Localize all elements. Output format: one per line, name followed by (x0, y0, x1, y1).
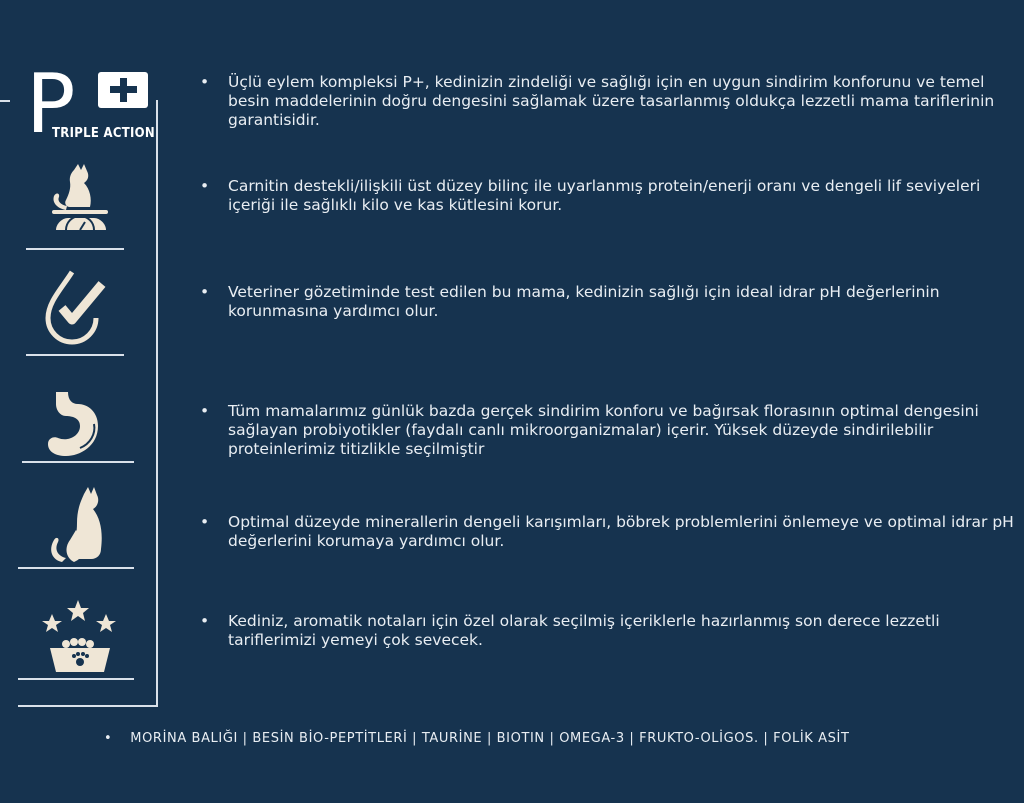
feature-item (200, 513, 1016, 551)
ingredients-text: MORİNA BALIĞI | BESİN BİO-PEPTİTLERİ | TAURİNE | BIOTIN | OMEGA-3 | FRUKTO-OLİGOS. | FOLİK ASİT (130, 731, 850, 746)
divider (18, 678, 134, 680)
bullet: • (200, 612, 210, 630)
feature-item (200, 73, 1016, 130)
divider (26, 354, 124, 356)
logo-letter: P (26, 57, 76, 152)
food-bowl-stars-icon (22, 594, 132, 690)
water-drop-check-icon (22, 262, 132, 358)
bullet: • (200, 513, 210, 531)
bullet: • (200, 73, 210, 91)
divider (18, 567, 134, 569)
divider (22, 461, 134, 463)
frame-line-left (0, 100, 10, 102)
feature-item (200, 612, 1016, 650)
bullet: • (200, 177, 210, 195)
feature-item (200, 177, 1016, 215)
feature-item (200, 402, 1016, 459)
feature-text: Kediniz, aromatik notaları için özel olarak seçilmiş içeriklerle hazırlanmış son derece lezzetli tariflerimizi yemeyi çok sevecek. (228, 612, 940, 649)
plus-icon (98, 72, 148, 108)
feature-item (200, 283, 1016, 321)
logo-tagline: TRIPLE ACTION (52, 126, 156, 141)
bullet: • (200, 283, 210, 301)
feature-text: Optimal düzeyde minerallerin dengeli karışımları, böbrek problemlerini önlemeye ve optimal idrar pH değerlerini korumaya yardımcı olur. (228, 513, 1014, 550)
bullet: • (104, 731, 113, 746)
feature-text: Üçlü eylem kompleksi P+, kedinizin zindeliği ve sağlığı için en uygun sindirim konforunu ve temel besin maddelerinin doğru dengesini sağlamak üzere tasarlanmış oldukça lezzetli mama tariflerinin garantisidir. (228, 73, 995, 129)
ingredients-list (104, 731, 849, 746)
stomach-icon (22, 378, 132, 474)
p-plus-logo (20, 57, 156, 152)
cat-on-scale-icon (22, 160, 132, 256)
feature-text: Veteriner gözetiminde test edilen bu mama, kedinizin sağlığı için ideal idrar pH değerlerinin korunmasına yardımcı olur. (228, 283, 940, 320)
divider (26, 248, 124, 250)
feature-text: Tüm mamalarımız günlük bazda gerçek sindirim konforu ve bağırsak florasının optimal dengesini sağlayan probiyotikler (faydalı canlı mikroorganizmalar) içerir. Yüksek düzeyde sindirilebilir proteinlerimiz titizlikle seçilmiştir (228, 402, 979, 458)
feature-text: Carnitin destekli/ilişkili üst düzey bilinç ile uyarlanmış protein/enerji oranı ve dengeli lif seviyeleri içeriği ile sağlıklı kilo ve kas kütlesini korur. (228, 177, 981, 214)
bullet: • (200, 402, 210, 420)
cat-with-drop-icon (22, 484, 132, 580)
